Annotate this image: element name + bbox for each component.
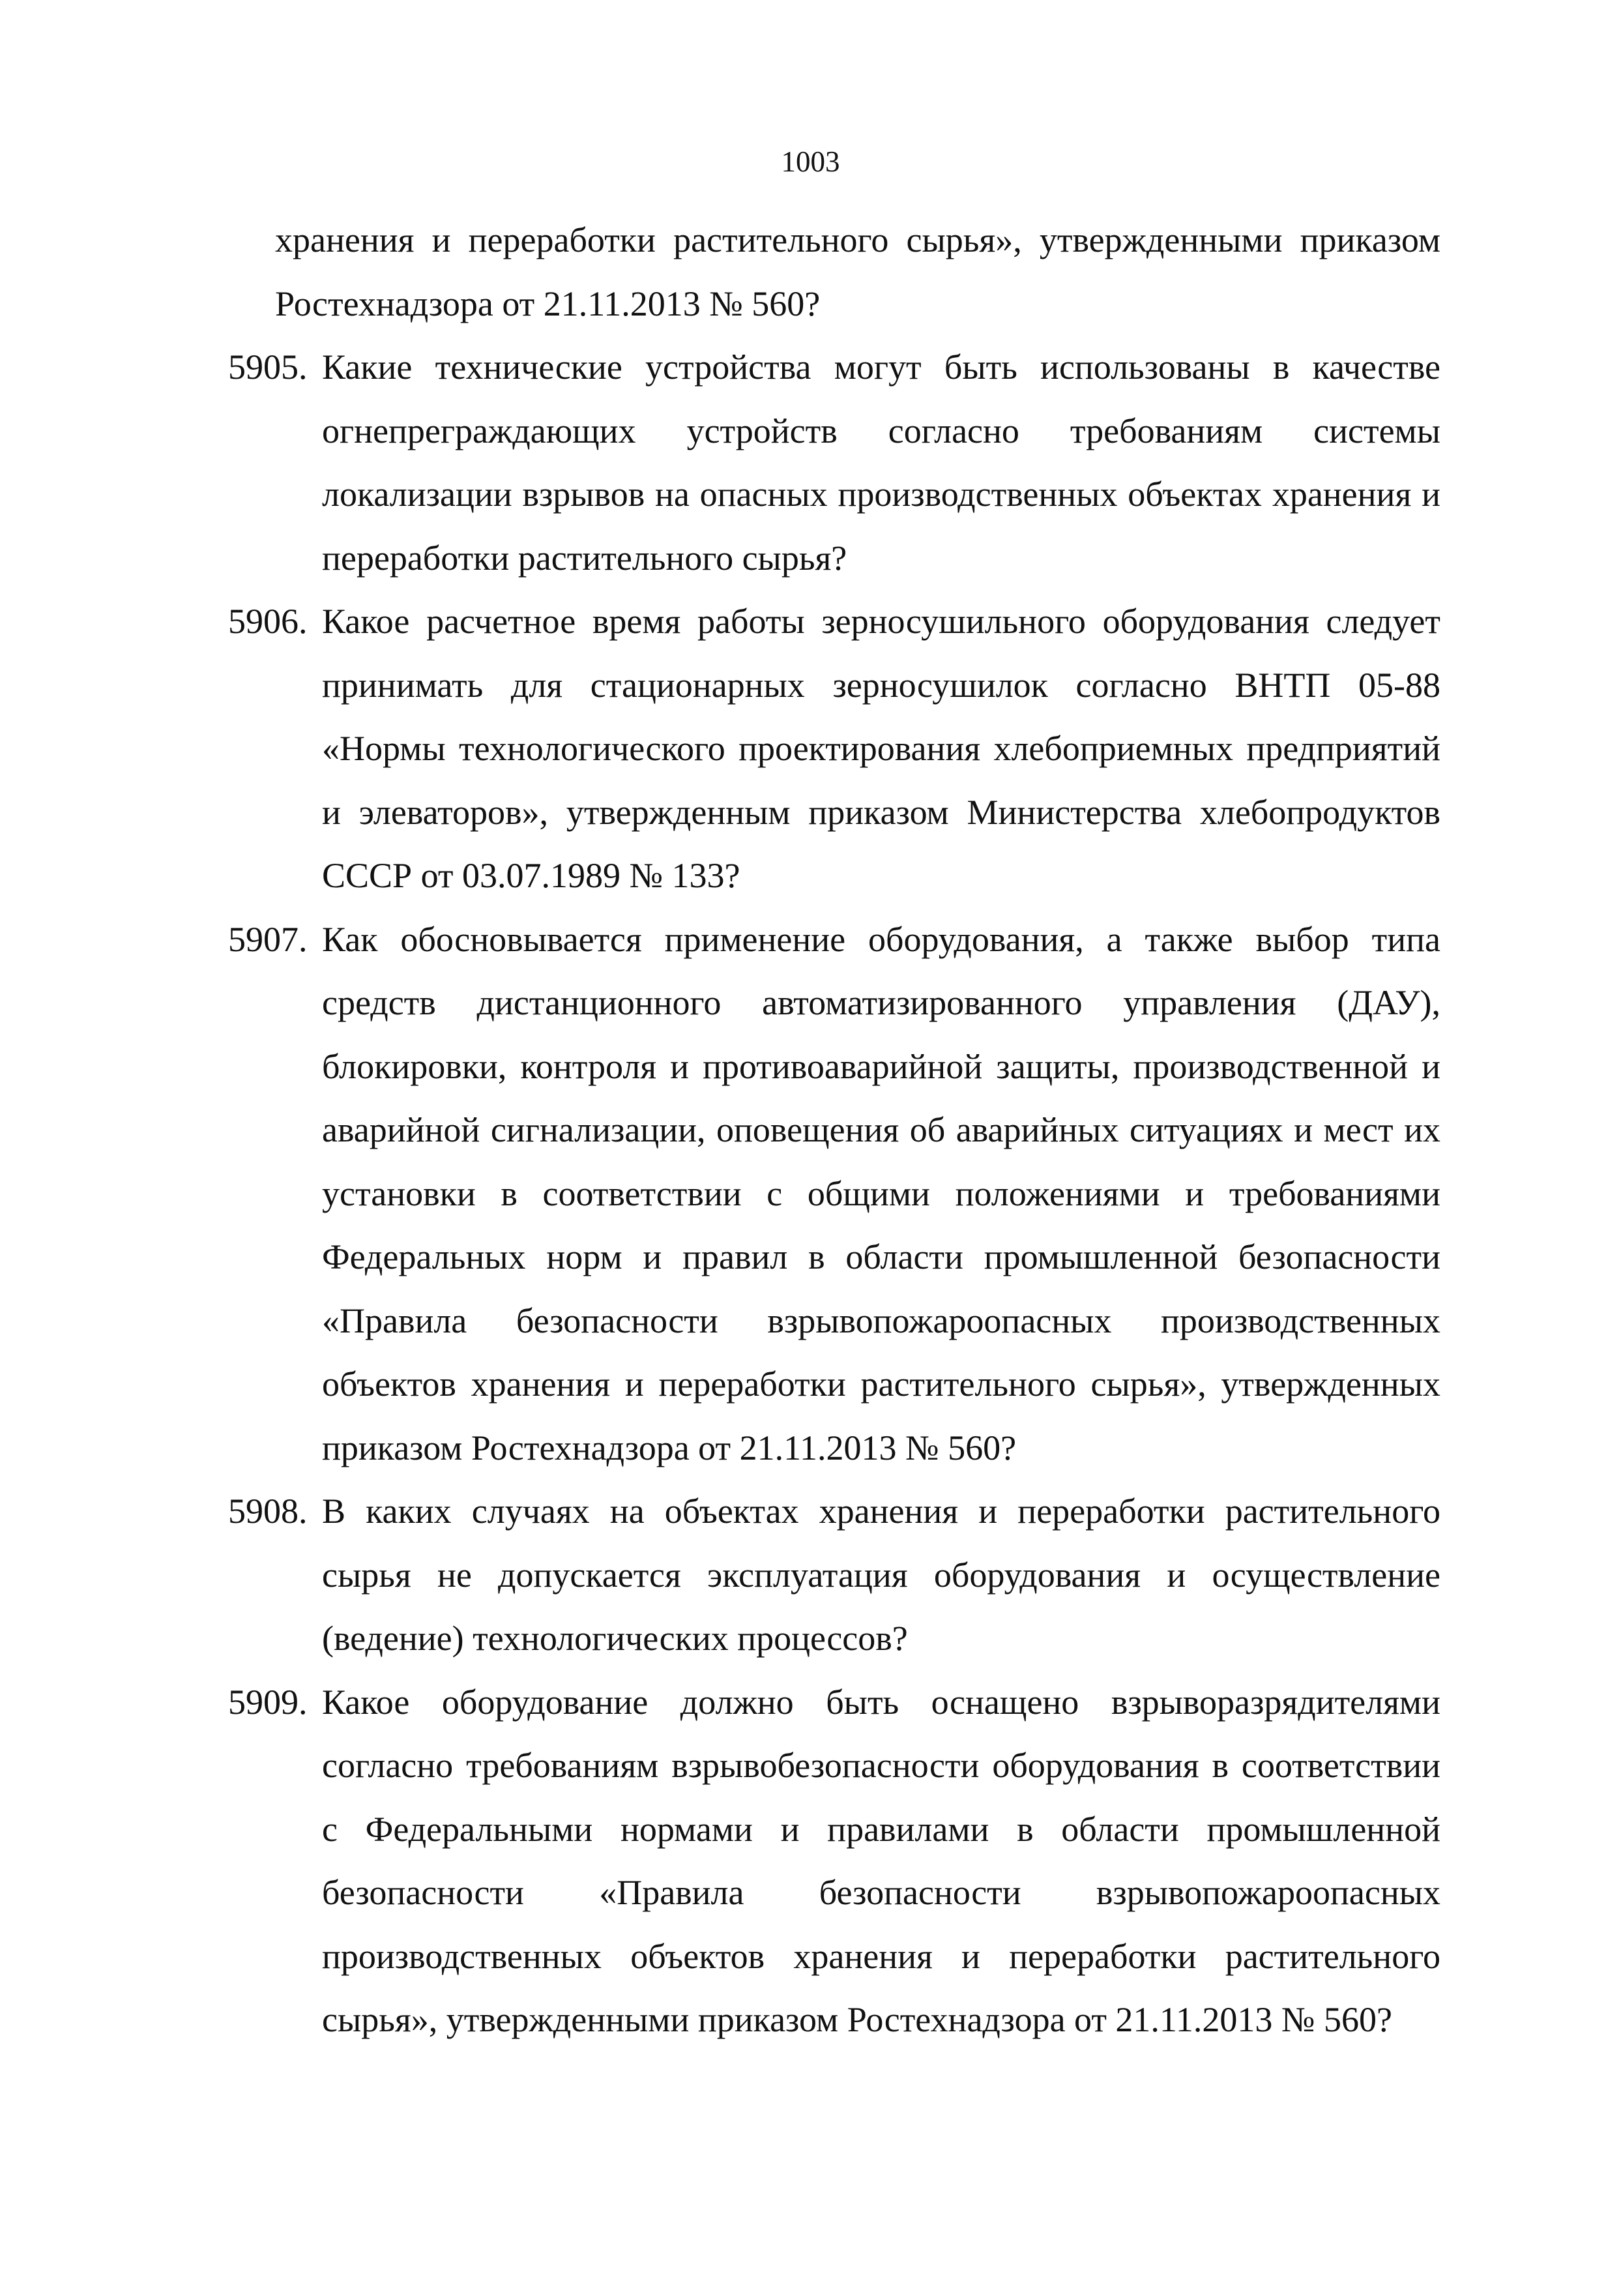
question-number: 5906. — [228, 602, 308, 641]
question-5908 — [228, 1480, 1440, 1671]
question-text: Какое расчетное время работы зерносушильного оборудования следует принимать для стационарных зерносушилок согласно ВНТП 05-88 «Нормы технологического проектирования хлебоприемных предприятий и элеваторов», утвержденным приказом Министерства хлебопродуктов СССР от 03.07.1989 № 133? — [322, 602, 1440, 895]
question-number: 5909. — [228, 1682, 308, 1722]
question-text: Какие технические устройства могут быть использованы в качестве огнепреграждающих устройств согласно требованиям системы локализации взрывов на опасных производственных объектах хранения и переработки растительного сырья? — [322, 347, 1440, 578]
question-number: 5907. — [228, 919, 308, 959]
question-text: Как обосновывается применение оборудования, а также выбор типа средств дистанционного автоматизированного управления (ДАУ), блокировки, контроля и противоаварийной защиты, производственной и аварийной сигнализации, оповещения об аварийных ситуациях и мест их установки в соответствии с общими положениями и требованиями Федеральных норм и правил в области промышленной безопасности «Правила безопасности взрывопожароопасных производственных объектов хранения и переработки растительного сырья», утвержденных приказом Ростехнадзора от 21.11.2013 № 560? — [322, 919, 1440, 1467]
question-text: В каких случаях на объектах хранения и переработки растительного сырья не допускается эксплуатация оборудования и осуществление (ведение) технологических процессов? — [322, 1492, 1440, 1658]
question-5906 — [228, 590, 1440, 908]
continuation-paragraph: хранения и переработки растительного сырья», утвержденными приказом Ростехнадзора от 21.11.2013 № 560? — [275, 220, 1440, 323]
question-5907 — [228, 908, 1440, 1480]
question-5909 — [228, 1671, 1440, 2052]
page-number: 1003 — [781, 145, 840, 178]
question-5905 — [228, 336, 1440, 590]
question-number: 5908. — [228, 1492, 308, 1531]
question-number: 5905. — [228, 347, 308, 387]
question-text: Какое оборудование должно быть оснащено взрыворазрядителями согласно требованиям взрывобезопасности оборудования в соответствии с Федеральными нормами и правилами в области промышленной безопасности «Правила безопасности взрывопожароопасных производственных объектов хранения и переработки растительного сырья», утвержденными приказом Ростехнадзора от 21.11.2013 № 560? — [322, 1682, 1440, 2039]
page-content — [228, 209, 1440, 2052]
